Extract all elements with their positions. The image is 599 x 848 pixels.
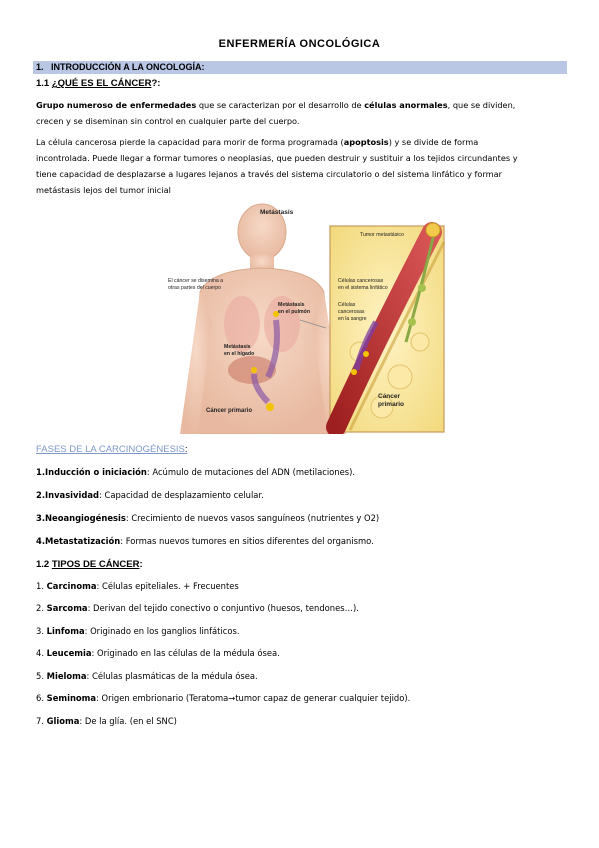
subsection-label: TIPOS DE CÁNCER xyxy=(51,559,140,570)
list-item-number: 4. xyxy=(36,648,47,658)
subsection-number: 1.2 xyxy=(36,559,50,570)
fases-label: FASES DE LA CARCINOGÉNESIS xyxy=(36,444,185,455)
list-item xyxy=(36,535,576,547)
list-item-number: 6. xyxy=(36,693,47,703)
figure-heading: Metástasis xyxy=(260,209,294,216)
list-item-term: Carcinoma xyxy=(46,581,97,591)
list-item-term: 3.Neoangiogénesis xyxy=(36,513,126,523)
text: La célula cancerosa pierde la capacidad para morir de forma programada ( xyxy=(36,137,344,147)
subsection-label: ¿QUÉ ES EL CÁNCER xyxy=(51,78,152,89)
text: ) y se divide de forma xyxy=(388,137,479,147)
text: , que se dividen, xyxy=(447,100,516,110)
list-item-description: : Formas nuevos tumores en sitios diferentes del organismo. xyxy=(120,536,374,546)
fases-colon: : xyxy=(184,444,188,455)
section-heading xyxy=(36,61,205,74)
bold-text: células anormales xyxy=(364,100,448,110)
metastasis-illustration xyxy=(150,202,448,434)
list-item xyxy=(36,466,576,478)
list-item-term: Mieloma xyxy=(46,671,87,681)
fases-heading xyxy=(36,444,188,455)
list-item xyxy=(36,625,576,637)
bold-text: Grupo numeroso de enfermedades xyxy=(36,100,197,110)
figure-label-tumor-meta: Tumor metastásico xyxy=(360,232,404,238)
figure-label-spread-2: otras partes del cuerpo xyxy=(168,285,222,291)
list-item-description: : Originado en las células de la médula ósea. xyxy=(91,648,280,658)
list-item-description: : Originado en los ganglios linfáticos. xyxy=(84,626,240,636)
list-item-term: Seminoma xyxy=(46,693,97,703)
list-item xyxy=(36,489,576,501)
figure-label-lung-2: en el pulmón xyxy=(278,309,310,315)
paragraph-definition xyxy=(36,97,568,129)
section-number: 1. xyxy=(36,62,44,72)
paragraph-cancer-cell xyxy=(36,134,568,198)
list-item-description: : Capacidad de desplazamiento celular. xyxy=(99,490,264,500)
figure-label-lung-1: Metástasis xyxy=(278,302,305,308)
figure-label-blood-3: en la sangre xyxy=(338,316,367,322)
subsection-heading-1 xyxy=(36,78,160,89)
list-item xyxy=(36,715,576,727)
list-item-term: Leucemia xyxy=(46,648,92,658)
text: metástasis lejos del tumor inicial xyxy=(36,185,171,195)
document-title: ENFERMERÍA ONCOLÓGICA xyxy=(218,38,381,50)
list-item-term: Linfoma xyxy=(46,626,85,636)
list-item-description: : Derivan del tejido conectivo o conjuntivo (huesos, tendones…). xyxy=(87,603,359,613)
subsection-suffix: : xyxy=(139,559,143,570)
subsection-number: 1.1 xyxy=(36,78,50,89)
figure-label-primary2-1: Cáncer xyxy=(378,393,401,400)
list-item-term: Glioma xyxy=(46,716,80,726)
list-item-term: 1.Inducción o iniciación xyxy=(36,467,147,477)
list-item-term: 2.Invasividad xyxy=(36,490,100,500)
list-item xyxy=(36,580,576,592)
figure-label-blood-1: Células xyxy=(338,302,356,308)
list-item xyxy=(36,512,576,524)
section-label: INTRODUCCIÓN A LA ONCOLOGÍA: xyxy=(51,62,205,72)
list-item-number: 1. xyxy=(36,581,47,591)
text: crecen y se diseminan sin control en cualquier parte del cuerpo. xyxy=(36,116,300,126)
list-item-description: : Acúmulo de mutaciones del ADN (metilaciones). xyxy=(146,467,356,477)
list-item-description: : Células plasmáticas de la médula ósea. xyxy=(86,671,258,681)
subsection-suffix: ?: xyxy=(151,78,161,89)
list-item-description: : De la glía. (en el SNC) xyxy=(79,716,177,726)
list-item-description: : Células epiteliales. + Frecuentes xyxy=(96,581,239,591)
human-torso xyxy=(180,204,346,434)
subsection-heading-2 xyxy=(36,559,143,570)
list-item-term: Sarcoma xyxy=(46,603,88,613)
list-item-description: : Origen embrionario (Teratoma→tumor capaz de generar cualquier tejido). xyxy=(96,693,411,703)
list-item-description: : Crecimiento de nuevos vasos sanguíneos (nutrientes y O2) xyxy=(125,513,380,523)
figure-label-liver-2: en el hígado xyxy=(224,351,255,357)
figure-label-lymph-1: Células cancerosas xyxy=(338,278,384,284)
figure-label-liver-1: Metástasis xyxy=(224,344,251,350)
figure-label-primary2-2: primario xyxy=(378,401,405,408)
list-item xyxy=(36,602,576,614)
list-item xyxy=(36,670,576,682)
figure-label-primary: Cáncer primario xyxy=(206,408,253,414)
bold-text: apoptosis xyxy=(343,137,389,147)
text: incontrolada. Puede llegar a formar tumores o neoplasias, que pueden destruir y sustituir a los tejidos circundantes y xyxy=(36,153,518,163)
list-item-number: 2. xyxy=(36,603,47,613)
list-item xyxy=(36,647,576,659)
text: que se caracterizan por el desarrollo de xyxy=(196,100,365,110)
list-item xyxy=(36,692,576,704)
figure-label-lymph-2: en el sistema linfático xyxy=(338,285,388,291)
list-item-term: 4.Metastatización xyxy=(36,536,121,546)
list-item-number: 3. xyxy=(36,626,47,636)
text: tiene capacidad de desplazarse a lugares lejanos a través del sistema circulatorio o del sistema linfático y formar xyxy=(36,169,503,179)
list-item-number: 5. xyxy=(36,671,47,681)
list-item-number: 7. xyxy=(36,716,47,726)
figure-label-blood-2: cancerosas xyxy=(338,309,365,315)
figure-label-spread-1: El cáncer se disemina a xyxy=(168,278,224,284)
